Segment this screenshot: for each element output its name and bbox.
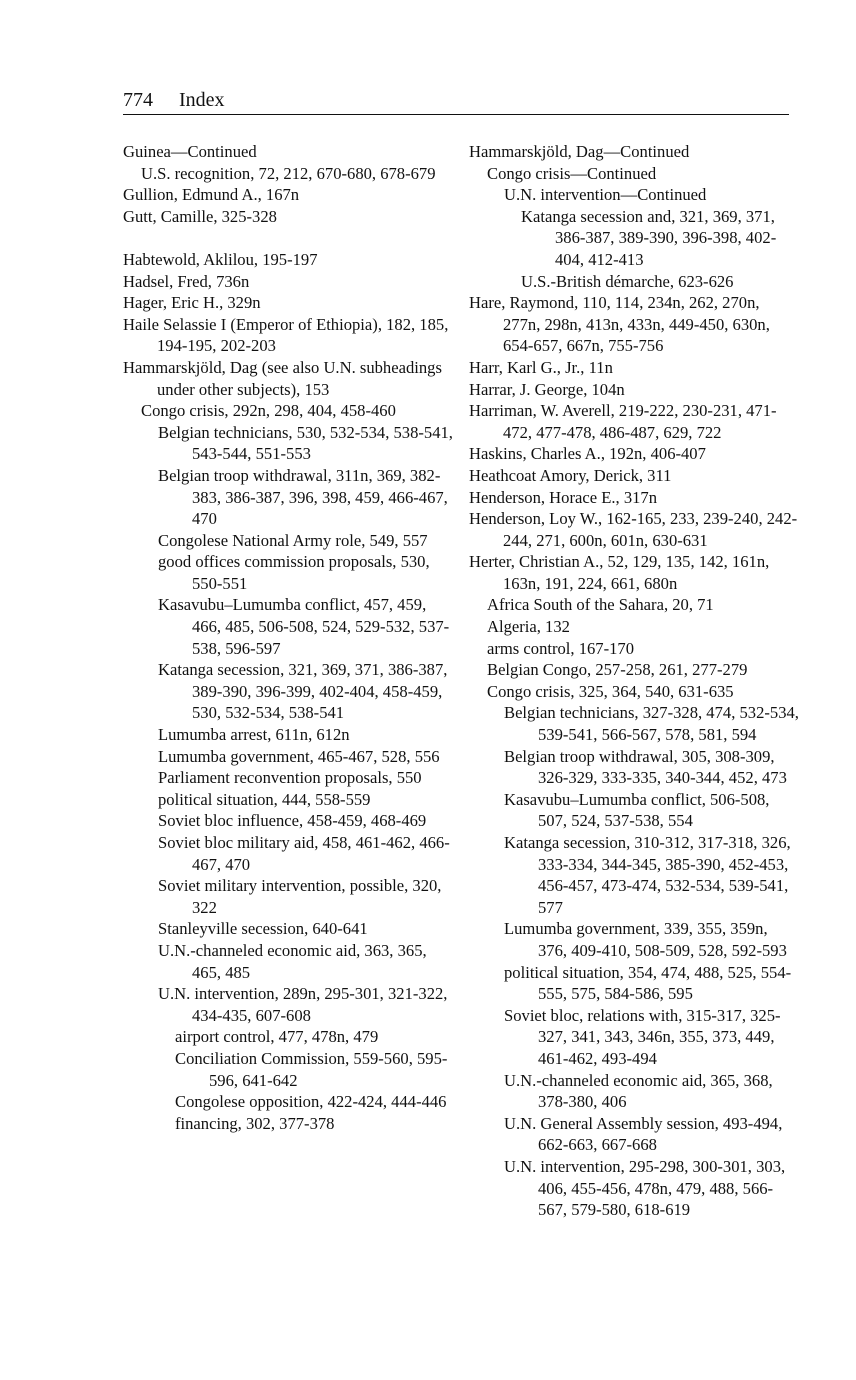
index-subentry: political situation, 354, 474, 488, 525, 554-555, 575, 584-586, 595 (504, 962, 792, 1004)
index-subentry: U.N.-channeled economic aid, 363, 365, 465, 485 (158, 940, 427, 982)
index-subentry: Congo crisis—Continued (487, 163, 657, 183)
index-subentry: airport control, 477, 478n, 479 (175, 1027, 379, 1047)
index-subentry: Lumumba arrest, 611n, 612n (158, 725, 350, 745)
index-subentry: U.N. intervention, 289n, 295-301, 321-322, 434-435, 607-608 (158, 984, 448, 1025)
index-entry: Harriman, W. Averell, 219-222, 230-231, 471-472, 477-478, 486-487, 629, 722 (469, 401, 777, 442)
index-entry: Haile Selassie I (Emperor of Ethiopia), 182, 185, 194-195, 202-203 (123, 314, 449, 356)
index-subentry: U.S.-British démarche, 623-626 (521, 271, 734, 291)
index-entry: Habtewold, Aklilou, 195-197 (123, 249, 318, 269)
index-subentry: good offices commission proposals, 530, 550-551 (158, 552, 430, 593)
index-entry: Hammarskjöld, Dag—Continued (469, 142, 690, 161)
index-subentry: Soviet bloc military aid, 458, 461-462, 466-467, 470 (158, 833, 450, 874)
index-subentry: Katanga secession, 310-312, 317-318, 326, 333-334, 344-345, 385-390, 452-453, 456-457, 473-474, 532-534, 539-541, 577 (504, 833, 791, 917)
index-subentry: Belgian technicians, 327-328, 474, 532-534, 539-541, 566-567, 578, 581, 594 (504, 703, 799, 745)
index-column-right (469, 141, 799, 1221)
index-entry: Henderson, Loy W., 162-165, 233, 239-240, 242-244, 271, 600n, 601n, 630-631 (469, 509, 798, 550)
index-subentry: political situation, 444, 558-559 (158, 789, 371, 809)
index-subentry: Africa South of the Sahara, 20, 71 (487, 595, 714, 615)
index-subentry: Belgian troop withdrawal, 305, 308-309, 326-329, 333-335, 340-344, 452, 473 (504, 746, 787, 788)
index-entry: Henderson, Horace E., 317n (469, 487, 658, 507)
index-subentry: Conciliation Commission, 559-560, 595-596, 641-642 (175, 1048, 448, 1090)
index-entry: Gullion, Edmund A., 167n (123, 185, 300, 205)
index-subentry: Congo crisis, 325, 364, 540, 631-635 (487, 681, 734, 701)
index-subentry: Stanleyville secession, 640-641 (158, 919, 368, 939)
index-subentry: Kasavubu–Lumumba conflict, 457, 459, 466, 485, 506-508, 524, 529-532, 537-538, 596-597 (158, 595, 450, 658)
index-subentry: Congo crisis, 292n, 298, 404, 458-460 (141, 401, 396, 421)
index-subentry: U.N. intervention, 295-298, 300-301, 303, 406, 455-456, 478n, 479, 488, 566-567, 579-580, 618-619 (504, 1156, 786, 1220)
page-header (123, 86, 789, 115)
index-subentry: Katanga secession, 321, 369, 371, 386-387, 389-390, 396-399, 402-404, 458-459, 530, 532-534, 538-541 (158, 660, 448, 723)
page-title: Index (179, 89, 225, 111)
index-subentry: U.N. General Assembly session, 493-494, 662-663, 667-668 (504, 1113, 783, 1155)
index-subentry: Lumumba government, 339, 355, 359n, 376, 409-410, 508-509, 528, 592-593 (504, 919, 787, 960)
index-entry: Gutt, Camille, 325-328 (123, 206, 277, 226)
index-subentry: Soviet bloc, relations with, 315-317, 325-327, 341, 343, 346n, 355, 373, 449, 461-462, 493-494 (504, 1005, 781, 1068)
index-entry: Hager, Eric H., 329n (123, 293, 261, 313)
index-subentry: Soviet military intervention, possible, 320, 322 (158, 876, 442, 917)
index-subentry: Katanga secession and, 321, 369, 371, 386-387, 389-390, 396-398, 402-404, 412-413 (521, 206, 777, 269)
index-subentry: Soviet bloc influence, 458-459, 468-469 (158, 811, 427, 831)
index-subentry: Belgian troop withdrawal, 311n, 369, 382-383, 386-387, 396, 398, 459, 466-467, 470 (158, 465, 448, 529)
index-subentry: Congolese opposition, 422-424, 444-446 (175, 1092, 447, 1112)
index-subentry: U.N. intervention—Continued (504, 185, 707, 205)
index-subentry: Parliament reconvention proposals, 550 (158, 768, 422, 788)
index-entry: Hare, Raymond, 110, 114, 234n, 262, 270n, 277n, 298n, 413n, 433n, 449-450, 630n, 654-657, 667n, 755-756 (469, 293, 770, 356)
index-subentry: Belgian Congo, 257-258, 261, 277-279 (487, 660, 748, 680)
index-entry: Guinea—Continued (123, 142, 257, 161)
index-entry: Harrar, J. George, 104n (469, 379, 625, 399)
index-subentry: Algeria, 132 (487, 617, 570, 637)
page-number: 774 (123, 89, 153, 111)
index-subentry: Kasavubu–Lumumba conflict, 506-508, 507, 524, 537-538, 554 (504, 789, 770, 831)
index-subentry: Lumumba government, 465-467, 528, 556 (158, 746, 440, 766)
index-subentry: Congolese National Army role, 549, 557 (158, 530, 428, 550)
index-subentry: U.N.-channeled economic aid, 365, 368, 378-380, 406 (504, 1070, 773, 1112)
index-column-left (123, 141, 453, 1134)
index-entry: Hadsel, Fred, 736n (123, 271, 250, 291)
index-entry: Harr, Karl G., Jr., 11n (469, 357, 613, 377)
index-subentry: Belgian technicians, 530, 532-534, 538-541, 543-544, 551-553 (158, 422, 453, 464)
index-subentry: U.S. recognition, 72, 212, 670-680, 678-679 (141, 163, 436, 183)
index-entry: Heathcoat Amory, Derick, 311 (469, 465, 672, 485)
index-subentry: financing, 302, 377-378 (175, 1113, 335, 1133)
index-entry: Herter, Christian A., 52, 129, 135, 142, 161n, 163n, 191, 224, 661, 680n (469, 552, 770, 593)
index-entry: Hammarskjöld, Dag (see also U.N. subheadings under other subjects), 153 (123, 357, 442, 399)
letter-section-gap (123, 227, 453, 249)
index-subentry: arms control, 167-170 (487, 638, 635, 658)
index-entry: Haskins, Charles A., 192n, 406-407 (469, 444, 706, 464)
